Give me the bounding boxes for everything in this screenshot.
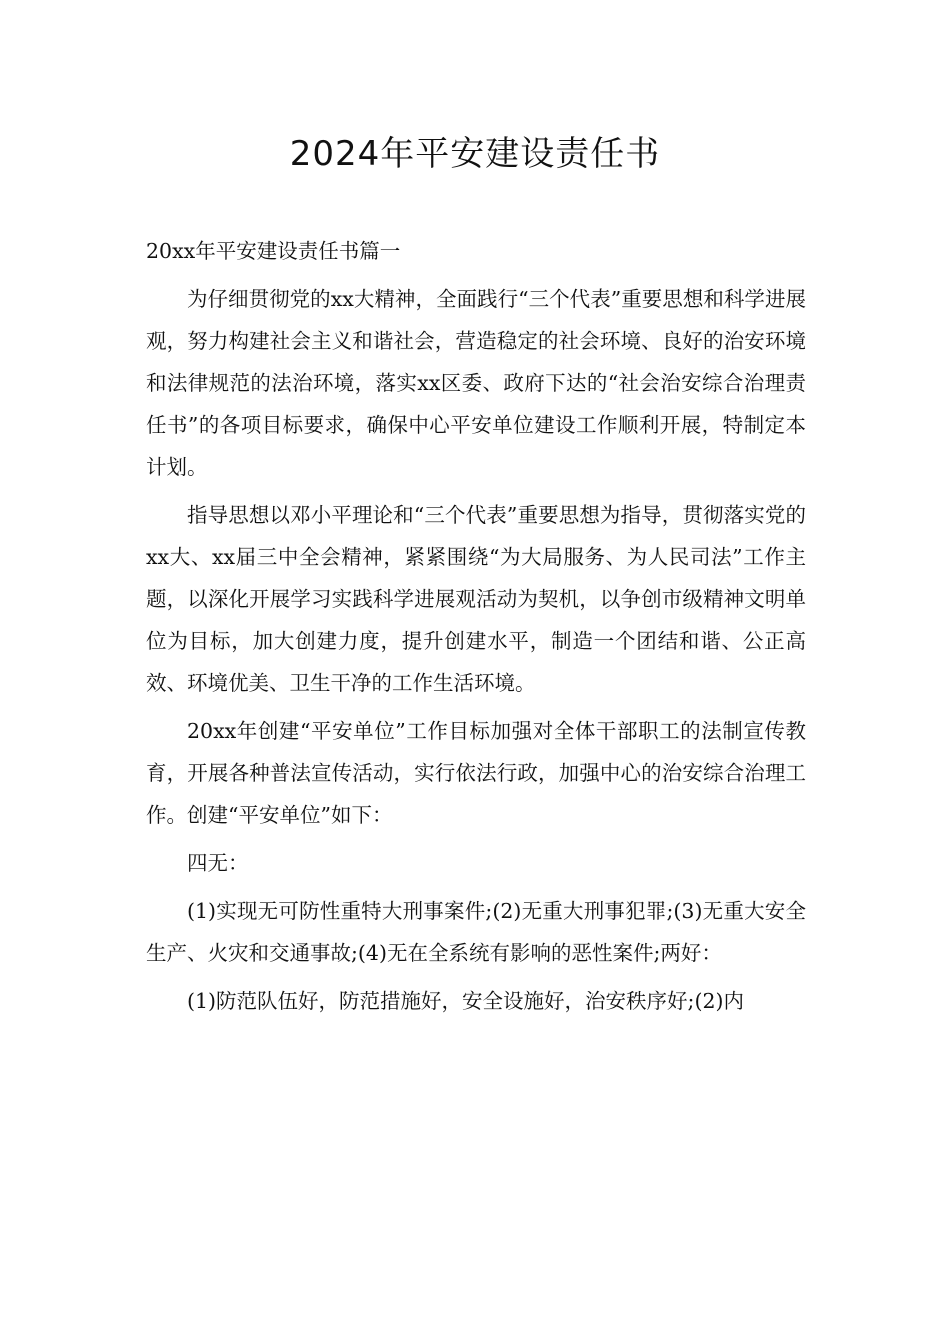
paragraph-goals: 20xx年创建“平安单位”工作目标加强对全体干部职工的法制宣传教育，开展各种普法宣传活动，实行依法行政，加强中心的治安综合治理工作。创建“平安单位”如下： xyxy=(146,719,806,827)
document-title: 2024年平安建设责任书 xyxy=(289,134,661,174)
paragraph-four-nones-list: (1)实现无可防性重特大刑事案件;(2)无重大刑事犯罪;(3)无重大安全生产、火灾和交通事故;(4)无在全系统有影响的恶性案件;两好： xyxy=(146,899,806,965)
paragraph-intro: 为仔细贯彻党的xx大精神，全面践行“三个代表”重要思想和科学进展观，努力构建社会主义和谐社会，营造稳定的社会环境、良好的治安环境和法律规范的法治环境，落实xx区委、政府下达的“社会治安综合治理责任书”的各项目标要求，确保中心平安单位建设工作顺利开展，特制定本计划。 xyxy=(146,287,806,479)
paragraph-guiding-thought: 指导思想以邓小平理论和“三个代表”重要思想为指导，贯彻落实党的xx大、xx届三中全会精神，紧紧围绕“为大局服务、为人民司法”工作主题，以深化开展学习实践科学进展观活动为契机，以争创市级精神文明单位为目标，加大创建力度，提升创建水平，制造一个团结和谐、公正高效、环境优美、卫生干净的工作生活环境。 xyxy=(146,503,806,695)
section-heading: 20xx年平安建设责任书篇一 xyxy=(146,239,401,263)
document-body xyxy=(146,230,806,1028)
paragraph-four-nones-heading: 四无： xyxy=(187,851,249,875)
paragraph-two-goods-list: (1)防范队伍好，防范措施好，安全设施好，治安秩序好;(2)内 xyxy=(187,989,744,1013)
